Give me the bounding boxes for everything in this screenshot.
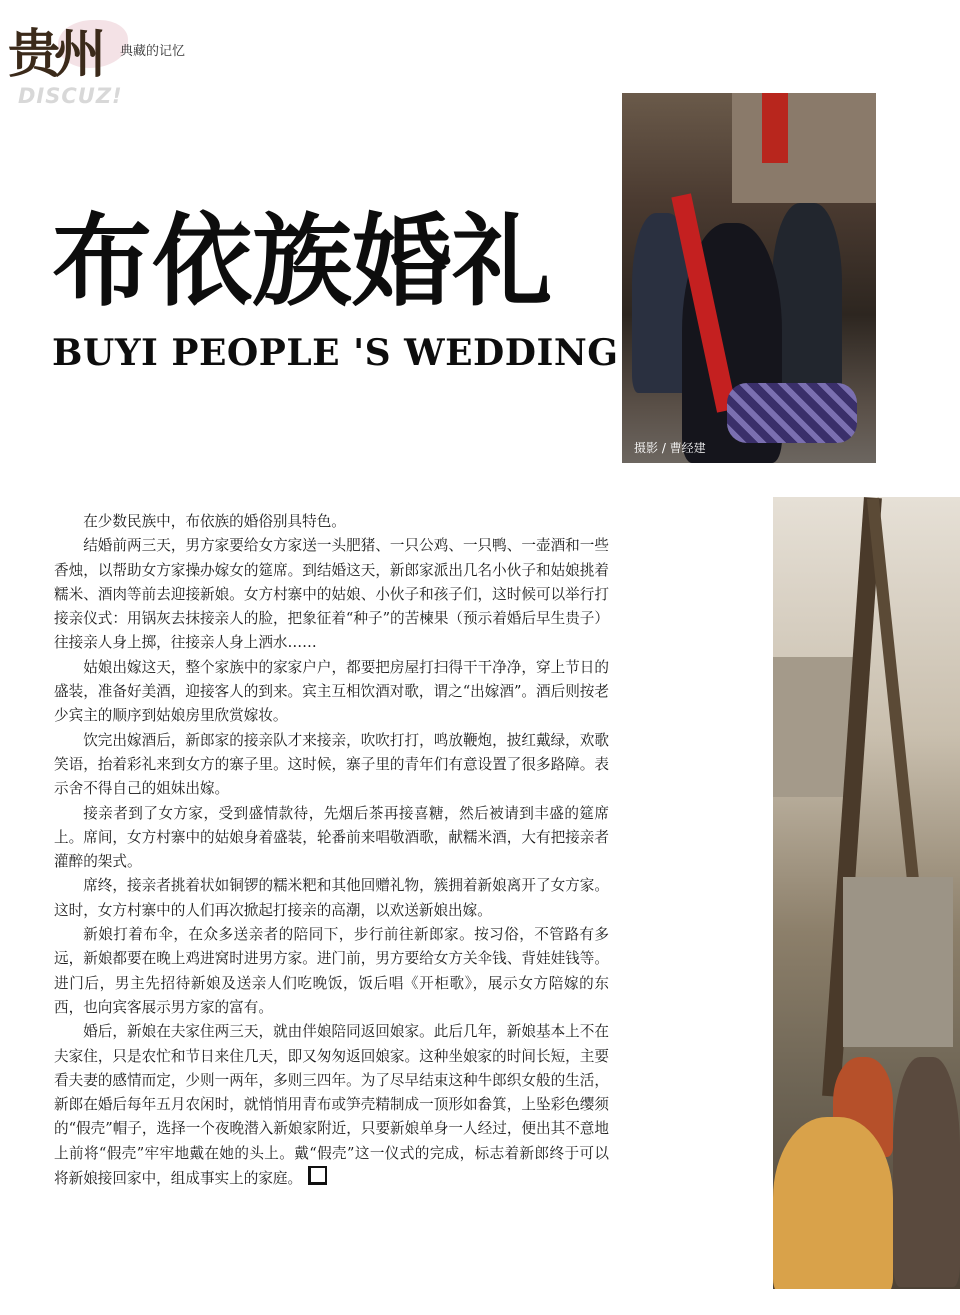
magazine-logo: 贵州 xyxy=(8,24,101,85)
article-body xyxy=(54,510,609,1191)
paragraph: 在少数民族中，布依族的婚俗别具特色。 xyxy=(83,513,346,530)
photo-plaid-bundle xyxy=(727,383,857,443)
paragraph: 新娘打着布伞，在众多送亲者的陪同下，步行前往新郎家。按习俗，不管路有多远，新娘都要在晚上鸡进窝时进男方家。进门前，男方要给女方关伞钱、背娃娃钱等。进门后，男主先招待新娘及送亲人们吃晚饭，饭后唱《开柜歌》，展示女方陪嫁的东西，也向宾客展示男方家的富有。 xyxy=(54,926,609,1016)
paragraph: 结婚前两三天，男方家要给女方家送一头肥猪、一只公鸡、一只鸭、一壶酒和一些香烛，以帮助女方家操办嫁女的筵席。到结婚这天，新郎家派出几名小伙子和姑娘挑着糯米、酒肉等前去迎接新娘。女方村寨中的姑娘、小伙子和孩子们，这时候可以举行打接亲仪式：用锅灰去抹接亲人的脸，把象征着“种子”的苦楝果（预示着婚后早生贵子）往接亲人身上掷，往接亲人身上洒水…… xyxy=(54,537,609,652)
photo-child-front xyxy=(773,1117,893,1289)
paragraph: 饮完出嫁酒后，新郎家的接亲队才来接亲，吹吹打打，鸣放鞭炮，披红戴绿，欢歌笑语，抬着彩礼来到女方的寨子里。这时候，寨子里的青年们有意设置了很多路障。表示舍不得自己的姐妹出嫁。 xyxy=(54,731,609,798)
village-children-photo xyxy=(773,497,960,1289)
photo-red-sign xyxy=(762,93,788,163)
paragraph-text: 婚后，新娘在夫家住两三天，就由伴娘陪同返回娘家。此后几年，新娘基本上不在夫家住，只是农忙和节日来住几天，即又匆匆返回娘家。这种坐娘家的时间长短，主要看夫妻的感情而定，少则一两年，多则三四年。为了尽早结束这种牛郎织女般的生活，新郎在婚后每年五月农闲时，就悄悄用青布或笋壳精制成一顶形如畚箕，上坠彩色缨须的“假壳”帽子，选择一个夜晚潜入新娘家附近，只要新娘单身一人经过，便出其不意地上前将“假壳”牢牢地戴在她的头上。戴“假壳”这一仪式的完成，标志着新郎终于可以将新娘接回家中，组成事实上的家庭。 xyxy=(54,1023,609,1188)
paragraph: 姑娘出嫁这天，整个家族中的家家户户，都要把房屋打扫得干干净净，穿上节日的盛装，准备好美酒，迎接客人的到来。宾主互相饮酒对歌，谓之“出嫁酒”。酒后则按老少宾主的顺序到姑娘房里欣赏嫁妆。 xyxy=(54,658,609,725)
photo-figure-right xyxy=(772,203,842,403)
end-mark-icon xyxy=(308,1166,327,1185)
photo-stone-pillar xyxy=(843,877,953,1047)
paragraph-last xyxy=(54,1020,609,1191)
magazine-subtitle: 典藏的记忆 xyxy=(120,44,186,59)
article-title-english: BUYI PEOPLE 'S WEDDING xyxy=(52,332,619,374)
magazine-header xyxy=(8,8,268,108)
photo-child-right xyxy=(893,1057,960,1287)
wedding-photo xyxy=(622,93,876,463)
photo-house xyxy=(773,657,853,797)
paragraph: 接亲者到了女方家，受到盛情款待，先烟后茶再接喜糖，然后被请到丰盛的筵席上。席间，女方村寨中的姑娘身着盛装，轮番前来唱敬酒歌，献糯米酒，大有把接亲者灌醉的架式。 xyxy=(54,804,609,871)
photo-credit: 摄影 / 曹经建 xyxy=(634,441,706,455)
paragraph: 席终，接亲者挑着状如铜锣的糯米粑和其他回赠礼物，簇拥着新娘离开了女方家。这时，女方村寨中的人们再次掀起打接亲的高潮，以欢送新娘出嫁。 xyxy=(54,877,609,919)
watermark: DISCUZ! xyxy=(18,84,123,108)
photo-wall xyxy=(732,93,876,203)
article-title: 布依族婚礼 xyxy=(52,203,552,320)
